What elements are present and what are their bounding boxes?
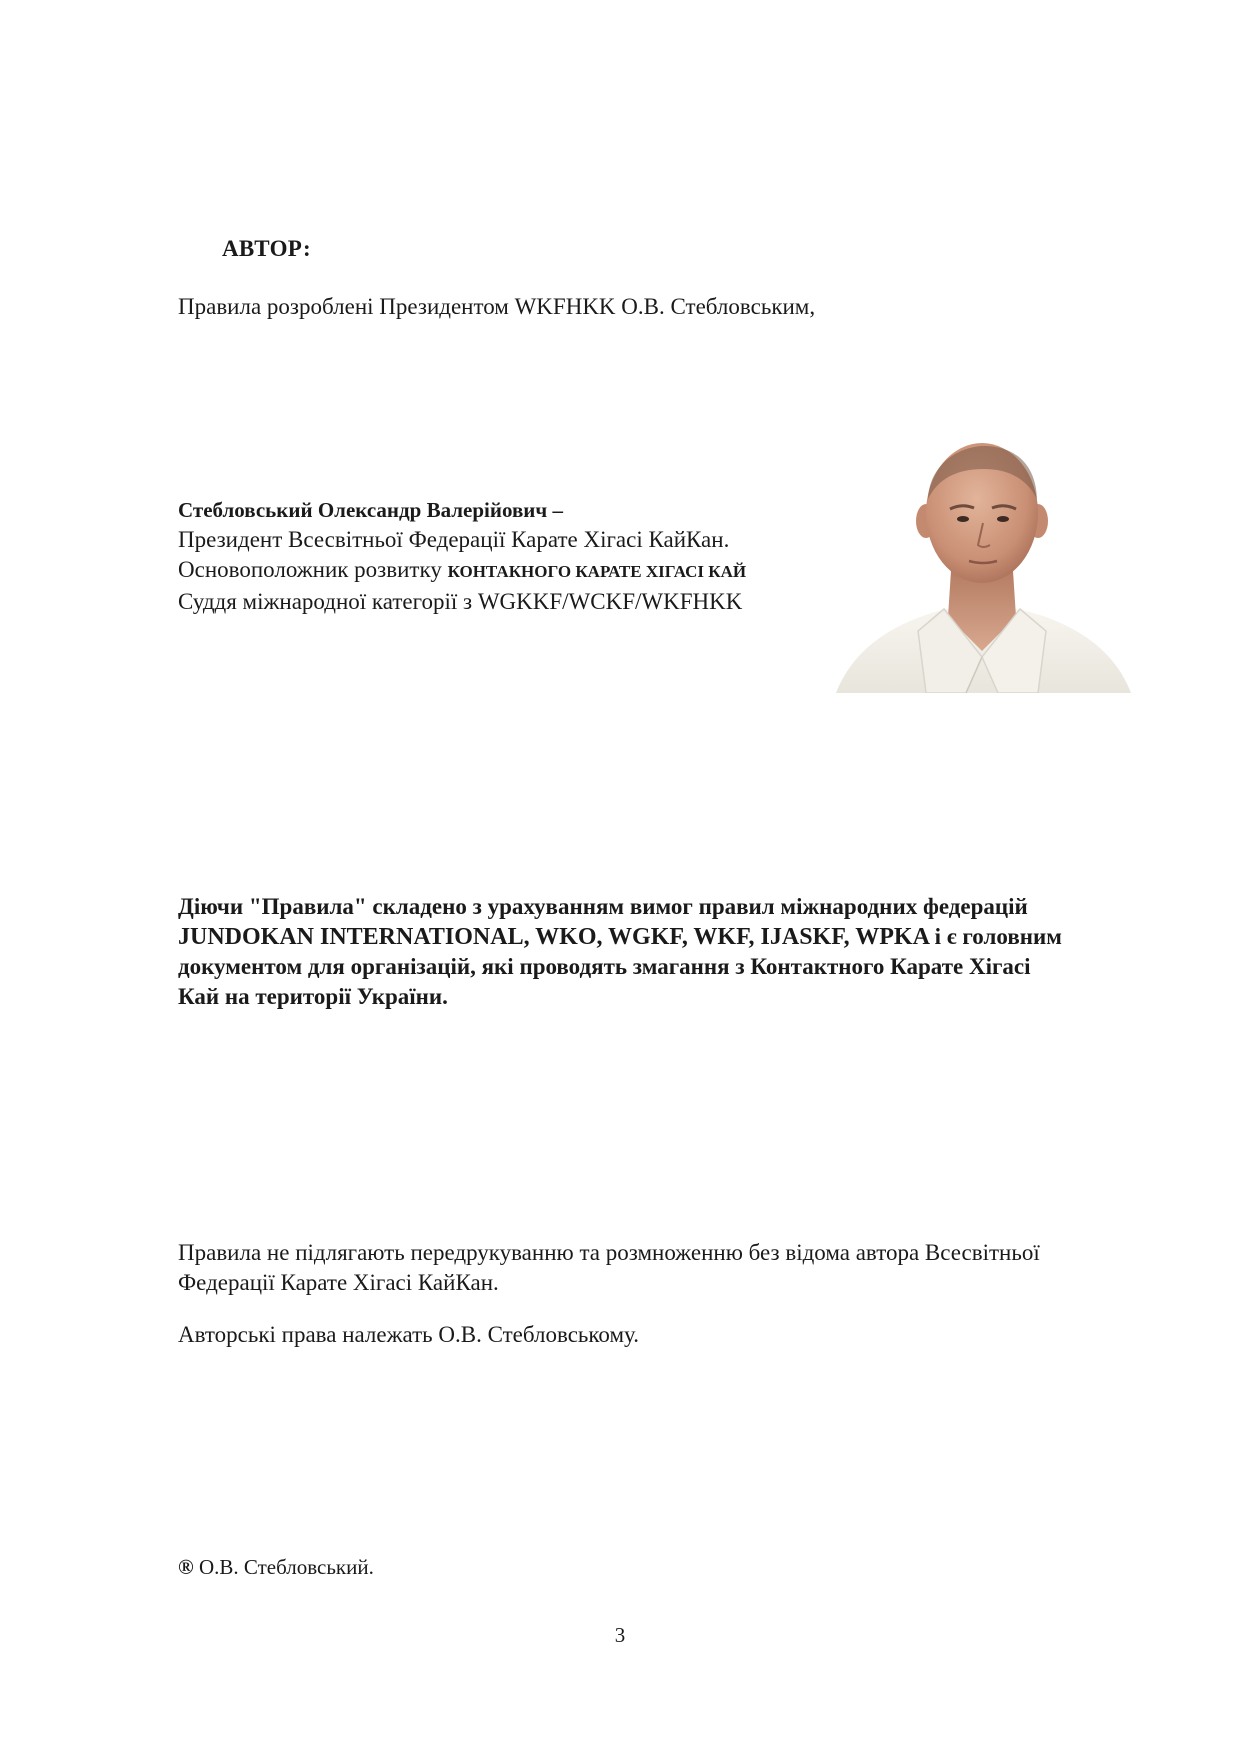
notice-line-2: Федерації Карате Хігасі КайКан.: [178, 1270, 499, 1295]
rules-line-2: [178, 922, 1138, 952]
copyright-line: [178, 1555, 374, 1580]
copyright-holder: О.В. Стебловський.: [193, 1555, 374, 1579]
author-founder-line: [178, 555, 818, 587]
author-judge-line: Суддя міжнародної категорії з WGKKF/WCKF/WKFHKK: [178, 589, 743, 614]
rules-line-3: документом для організацій, які проводять змагання з Контактного Карате Хігасі: [178, 954, 1031, 979]
rules-line-1: Діючи "Правила" складено з урахуванням вимог правил міжнародних федерацій: [178, 894, 1028, 919]
copyright-owner-text: Авторські права належать О.В. Стебловському.: [178, 1322, 639, 1347]
registered-mark-icon: ®: [178, 1555, 194, 1579]
intro-text: Правила розроблені Президентом WKFHKK О.В. Стебловським,: [178, 294, 816, 319]
founder-style: КОНТАКНОГО КАРАТЕ ХІГАСІ КАЙ: [447, 562, 747, 581]
founder-prefix: Основоположник розвитку: [178, 557, 448, 582]
author-photo: [826, 441, 1138, 693]
author-bio: [178, 495, 818, 617]
rules-line-4: Кай на території України.: [178, 984, 448, 1009]
notice-line-1: Правила не підлягають передрукуванню та розмноженню без відома автора Всесвітньої: [178, 1240, 1040, 1265]
reproduction-notice: [178, 1238, 1138, 1298]
page-number: 3: [614, 1623, 626, 1647]
federations-list: JUNDOKAN INTERNATIONAL, WKO, WGKF, WKF, IJASKF, WPKA: [178, 924, 935, 950]
author-name: Стебловський Олександр Валерійович –: [178, 498, 563, 522]
author-title: Президент Всесвітньої Федерації Карате Хігасі КайКан.: [178, 527, 730, 552]
rules-statement: [178, 892, 1138, 1012]
author-heading: АВТОР:: [222, 236, 311, 261]
rules-line-2-rest: і є головним: [934, 924, 1062, 949]
